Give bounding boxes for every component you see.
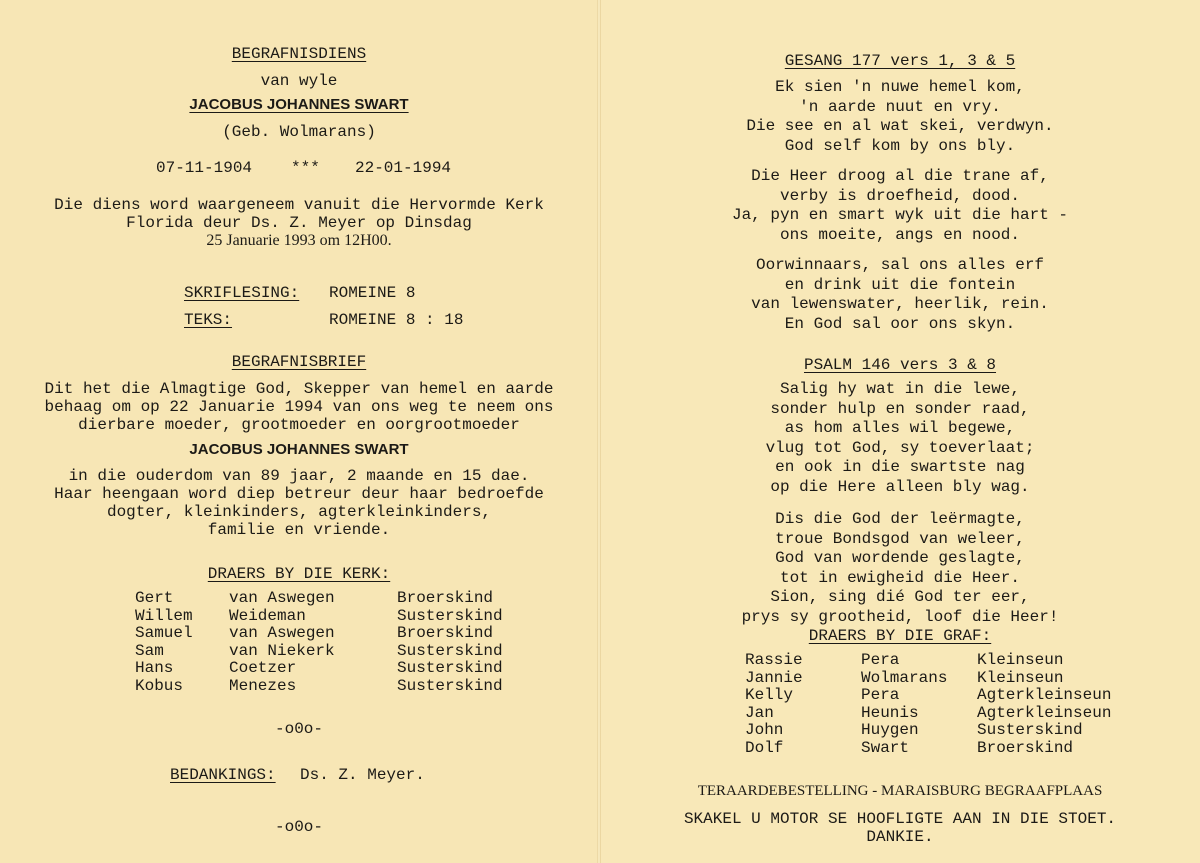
table-row [135,660,503,678]
table-row [745,740,1111,758]
brief-line: familie en vriende. [207,521,391,539]
gesang-verse-2 [600,167,1200,245]
bearer-relation: Broerskind [977,738,1074,757]
bearer-surname: van Aswegen [229,589,335,607]
bearer-surname: Pera [861,686,900,705]
verse-line: op die Here alleen bly wag. [770,477,1030,496]
psalm-verse-1 [600,380,1200,497]
verse-line: en ook in die swartste nag [775,458,1025,476]
service-details [0,196,598,250]
bearer-relation: Agterkleinseun [977,686,1112,705]
bearer-surname: Swart [861,738,910,757]
bearer-relation: Broerskind [397,624,494,643]
bearer-first: Jannie [745,668,803,687]
brief-heading: BEGRAFNISBRIEF [231,353,367,371]
bearer-relation: Agterkleinseun [977,703,1112,722]
verse-line: sonder hulp en sonder raad, [770,399,1030,418]
divider: -o0o- [274,720,323,738]
bearer-relation: Susterskind [977,721,1083,740]
birth-date: 07-11-1904 [156,159,253,177]
date-separator: *** [291,159,320,177]
bearer-first: Dolf [745,738,784,757]
bearer-surname: Weideman [229,606,306,625]
bearer-relation: Susterskind [397,659,503,678]
bedankings-value: Ds. Z. Meyer. [300,766,425,784]
verse-line: as hom alles wil begewe, [784,419,1016,437]
bearer-first: Jan [745,703,774,722]
verse-line: Ja, pyn en smart wyk uit die hart - [731,206,1069,224]
verse-line: Oorwinnaars, sal ons alles erf [755,256,1045,274]
gesang-verse-3 [600,256,1200,334]
skriflesing-label: SKRIFLESING: [184,284,300,302]
verse-line: vlug tot God, sy toeverlaat; [765,438,1035,457]
bearer-first: Willem [135,606,193,625]
gesang-heading: GESANG 177 vers 1, 3 & 5 [784,52,1016,70]
divider: -o0o- [274,818,323,836]
brief-name: JACOBUS JOHANNES SWART [189,441,409,458]
table-row [135,643,503,661]
dankie: DANKIE. [866,828,934,846]
verse-line: Sion, sing dié God ter eer, [770,588,1030,606]
bearer-first: Rassie [745,651,803,669]
bearer-surname: Pera [861,651,900,669]
bearer-surname: Heunis [861,703,919,722]
table-row [135,590,503,608]
bearer-relation: Susterskind [397,606,503,625]
gesang-verse-1 [600,78,1200,156]
brief-line: Haar heengaan word diep betreur deur haar bedroefde [54,485,544,503]
bearer-relation: Broerskind [397,589,494,607]
brief-line: behaag om op 22 Januarie 1994 van ons weg te neem ons [44,398,554,416]
bearer-surname: Wolmarans [861,668,948,687]
verse-line: tot in ewigheid die Heer. [779,568,1021,587]
bearer-first: Samuel [135,624,193,643]
teks-label: TEKS: [184,311,233,329]
brief-line: dogter, kleinkinders, agterkleinkinders, [106,503,492,521]
kerk-bearers-heading: DRAERS BY DIE KERK: [207,565,391,583]
verse-line: Ek sien 'n nuwe hemel kom, [775,78,1025,96]
birth-name: (Geb. Wolmarans) [222,123,376,141]
verse-line: En God sal oor ons skyn. [784,314,1016,333]
deceased-name: JACOBUS JOHANNES SWART [189,96,409,113]
verse-line: troue Bondsgod van weleer, [775,529,1025,548]
brief-text-2 [0,467,598,539]
psalm-heading: PSALM 146 vers 3 & 8 [803,356,997,374]
graf-bearers-heading: DRAERS BY DIE GRAF: [808,627,992,645]
bearer-surname: Huygen [861,721,919,740]
brief-line: dierbare moeder, grootmoeder en oorgrootmoeder [78,416,520,434]
verse-line: God self kom by ons bly. [784,136,1016,155]
bearer-relation: Kleinseun [977,651,1064,669]
bearer-first: Gert [135,589,174,607]
headlights-notice: SKAKEL U MOTOR SE HOOFLIGTE AAN IN DIE STOET. [683,810,1117,828]
bedankings-label: BEDANKINGS: [170,766,276,784]
van-wyle: van wyle [260,72,338,90]
skriflesing-value: ROMEINE 8 [329,284,416,302]
verse-line: God van wordende geslagte, [775,549,1025,567]
bearer-first: John [745,721,784,740]
table-row [135,678,503,696]
verse-line: Dis die God der leërmagte, [775,510,1025,528]
bearer-first: Sam [135,641,164,660]
table-row [745,652,1111,670]
teraardebestelling: TERAARDEBESTELLING - MARAISBURG BEGRAAFPLAAS [697,783,1103,799]
bearer-relation: Susterskind [397,676,503,695]
verse-line: Die Heer droog al die trane af, [751,167,1049,185]
service-line: 25 Januarie 1993 om 12H00. [206,232,392,249]
table-row [745,687,1111,705]
psalm-verse-2 [600,510,1200,627]
bearer-surname: van Aswegen [229,624,335,643]
kerk-bearers-table [135,590,503,696]
table-row [745,722,1111,740]
bearer-relation: Susterskind [397,641,503,660]
table-row [745,670,1111,688]
bearer-first: Hans [135,659,174,678]
service-line: Florida deur Ds. Z. Meyer op Dinsdag [126,214,472,232]
service-line: Die diens word waargeneem vanuit die Hervormde Kerk [54,196,544,214]
brief-line: Dit het die Almagtige God, Skepper van hemel en aarde [44,380,554,398]
graf-bearers-table [745,652,1111,758]
verse-line: Die see en al wat skei, verdwyn. [746,117,1054,135]
table-row [135,625,503,643]
bearer-first: Kelly [745,686,794,705]
verse-line: prys sy grootheid, loof die Heer! [741,607,1059,626]
verse-line: Salig hy wat in die lewe, [779,380,1021,398]
verse-line: verby is droefheid, dood. [779,186,1021,205]
verse-line: ons moeite, angs en nood. [779,225,1021,244]
service-heading: BEGRAFNISDIENS [231,45,367,63]
teks-value: ROMEINE 8 : 18 [329,311,464,329]
verse-line: en drink uit die fontein [784,275,1016,294]
brief-line: in die ouderdom van 89 jaar, 2 maande en 15 dae. [68,467,530,485]
bearer-surname: van Niekerk [229,641,335,660]
bearer-relation: Kleinseun [977,668,1064,687]
table-row [745,705,1111,723]
verse-line: 'n aarde nuut en vry. [799,97,1001,116]
brief-text [0,380,598,434]
bearer-surname: Coetzer [229,659,297,678]
table-row [135,608,503,626]
verse-line: van lewenswater, heerlik, rein. [751,295,1049,313]
death-date: 22-01-1994 [355,159,452,177]
bearer-surname: Menezes [229,676,297,695]
bearer-first: Kobus [135,676,184,695]
